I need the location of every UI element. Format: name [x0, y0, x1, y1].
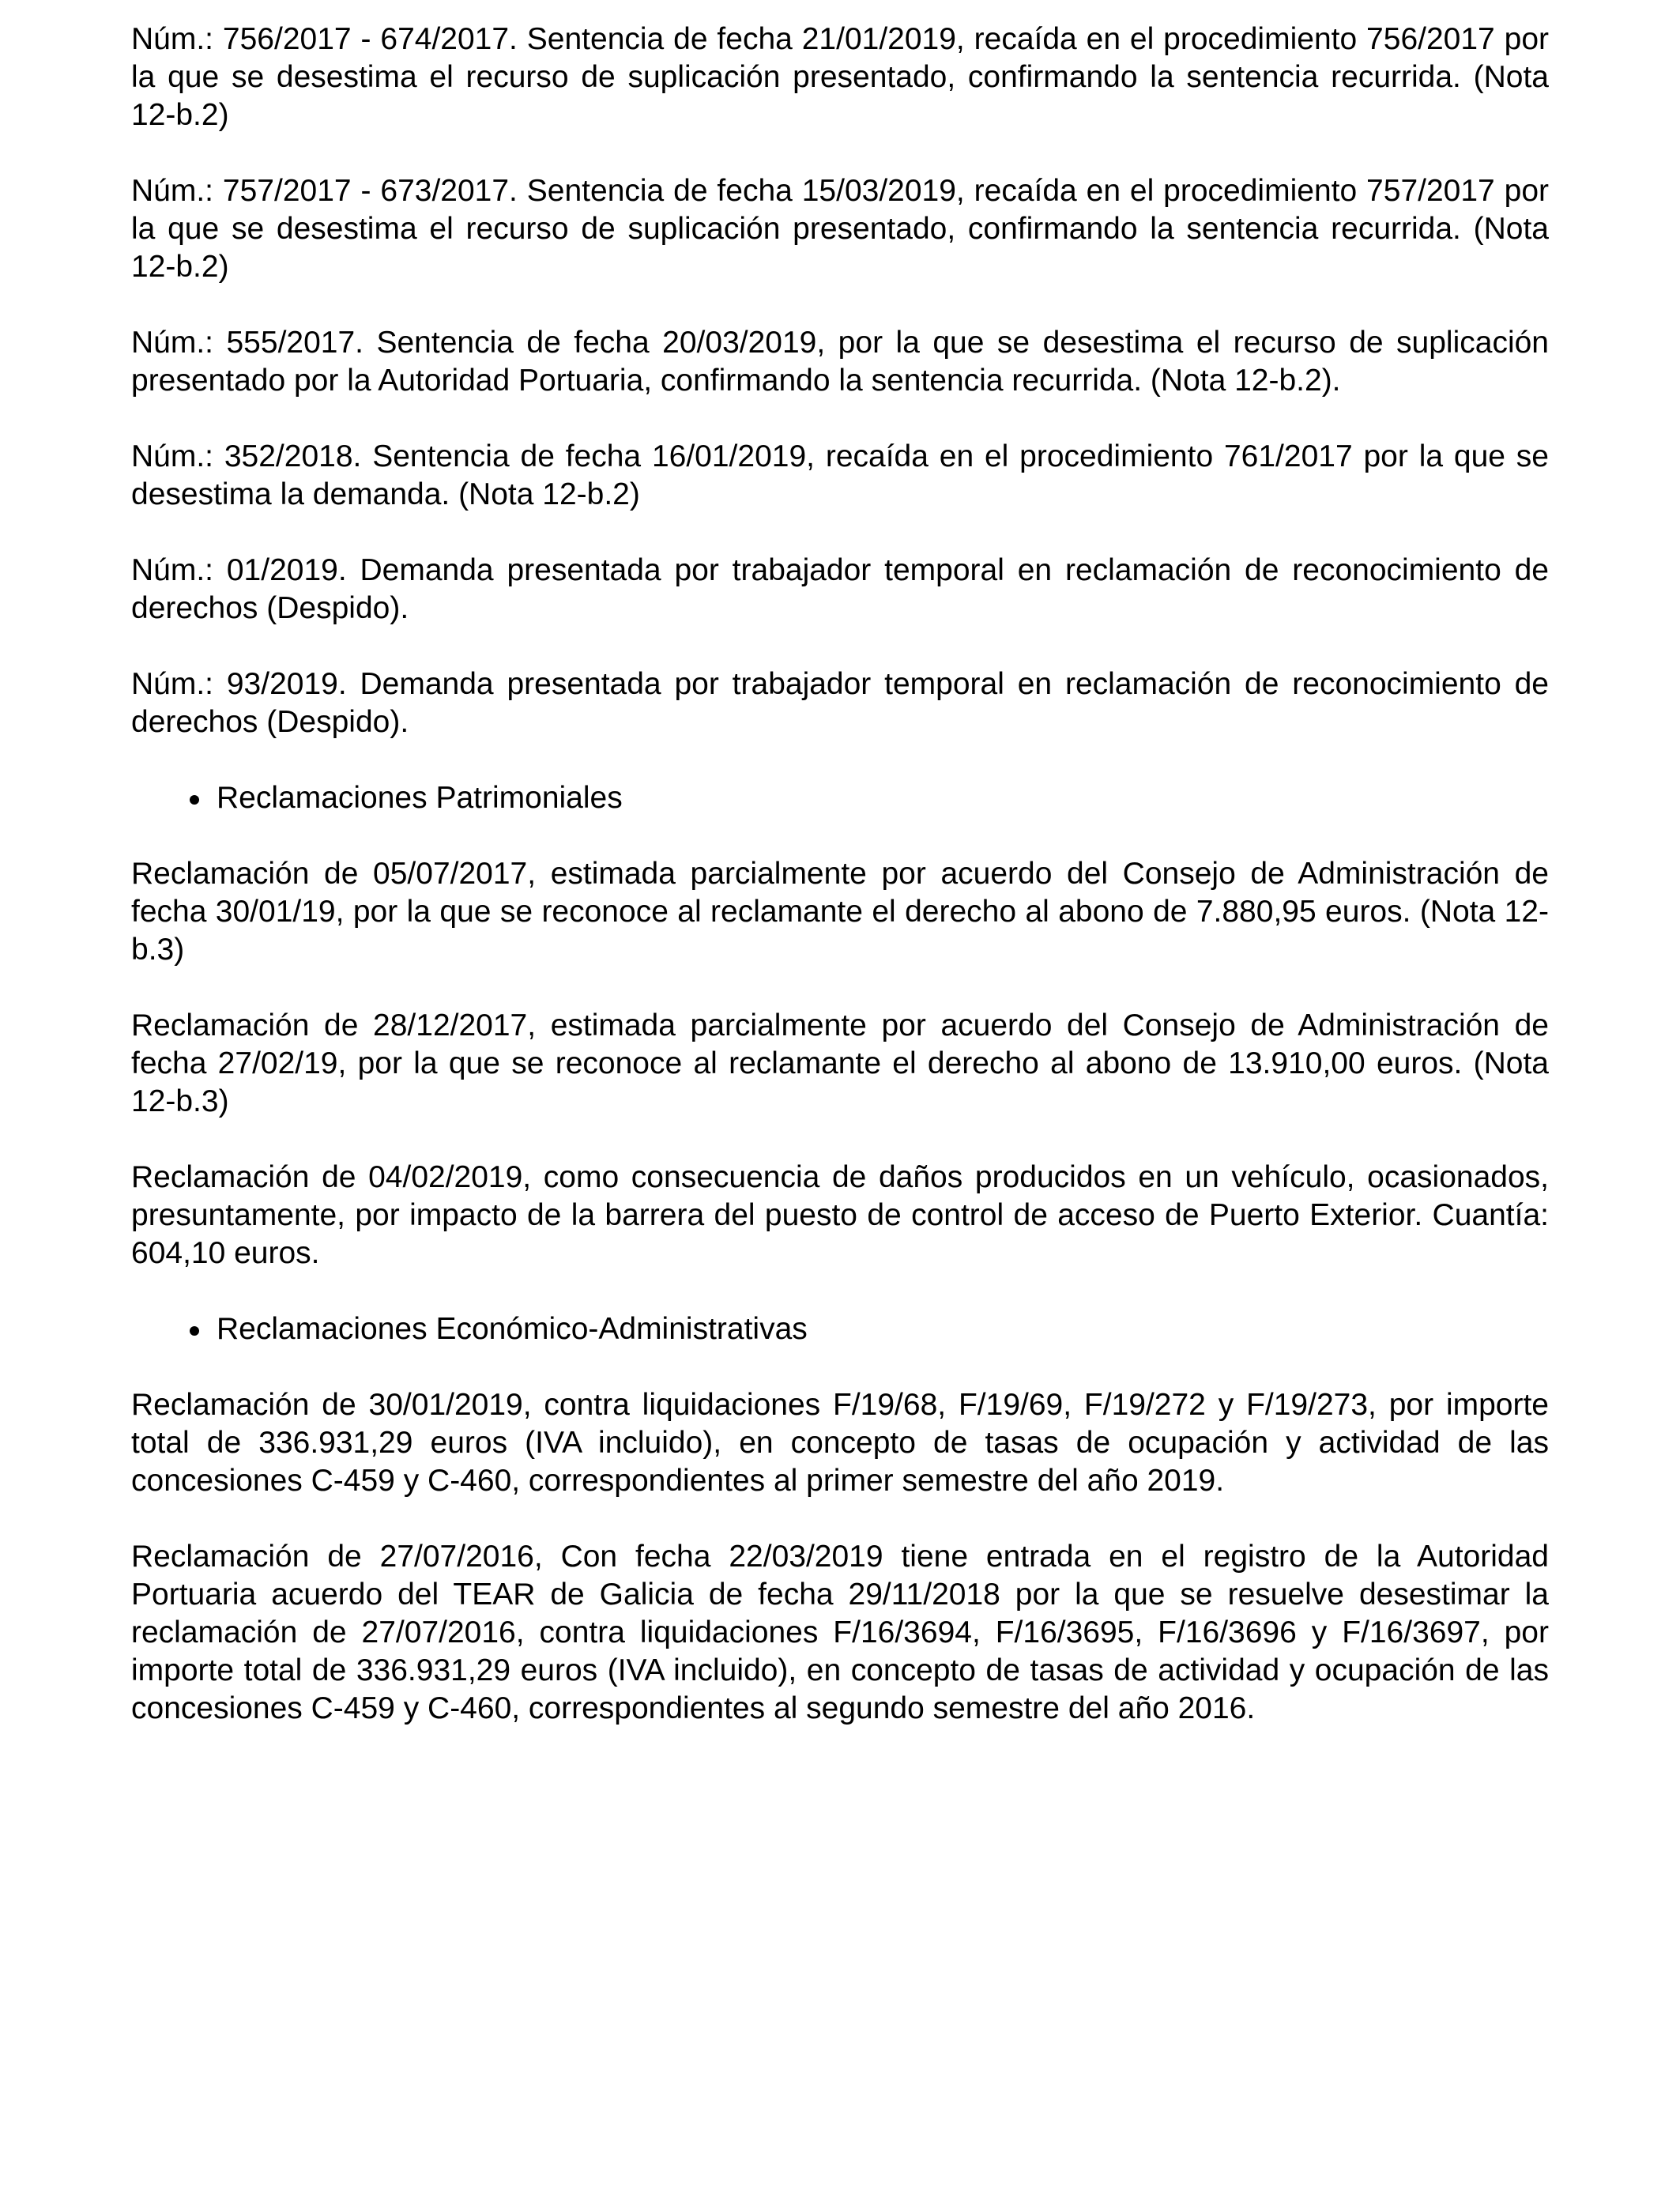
section-heading-economico: [131, 1310, 1549, 1348]
bullet-icon: [190, 1326, 199, 1336]
court-case-paragraph: Núm.: 352/2018. Sentencia de fecha 16/01/2019, recaída en el procedimiento 761/2017 por la que se desestima la demanda. (Nota 12-b.2): [131, 439, 1549, 511]
court-case-paragraph: Núm.: 756/2017 - 674/2017. Sentencia de fecha 21/01/2019, recaída en el procedimiento 756/2017 por la que se desestima el recurso de suplicación presentado, confirmando la sentencia recurrida. (Nota 12-b.2): [131, 22, 1549, 132]
section-heading-patrimoniales: [131, 779, 1549, 817]
court-case-paragraph: Núm.: 01/2019. Demanda presentada por trabajador temporal en reclamación de reconocimiento de derechos (Despido).: [131, 553, 1549, 625]
section-heading-text: Reclamaciones Patrimoniales: [217, 781, 623, 815]
court-case-paragraph: Núm.: 555/2017. Sentencia de fecha 20/03/2019, por la que se desestima el recurso de suplicación presentado por la Autoridad Portuaria, confirmando la sentencia recurrida. (Nota 12-b.2).: [131, 326, 1549, 398]
court-case-paragraph: Núm.: 93/2019. Demanda presentada por trabajador temporal en reclamación de reconocimiento de derechos (Despido).: [131, 667, 1549, 739]
claim-paragraph: Reclamación de 27/07/2016, Con fecha 22/03/2019 tiene entrada en el registro de la Autoridad Portuaria acuerdo del TEAR de Galicia de fecha 29/11/2018 por la que se resuelve desestimar la reclamación de 27/07/2016, contra liquidaciones F/16/3694, F/16/3695, F/16/3696 y F/16/3697, por importe total de 336.931,29 euros (IVA incluido), en concepto de tasas de actividad y ocupación de las concesiones C-459 y C-460, correspondientes al segundo semestre del año 2016.: [131, 1540, 1549, 1725]
claim-paragraph: Reclamación de 30/01/2019, contra liquidaciones F/19/68, F/19/69, F/19/272 y F/19/273, por importe total de 336.931,29 euros (IVA incluido), en concepto de tasas de ocupación y actividad de las concesiones C-459 y C-460, correspondientes al primer semestre del año 2019.: [131, 1388, 1549, 1498]
claim-paragraph: Reclamación de 28/12/2017, estimada parcialmente por acuerdo del Consejo de Administración de fecha 27/02/19, por la que se reconoce al reclamante el derecho al abono de 13.910,00 euros. (Nota 12-b.3): [131, 1008, 1549, 1118]
document-page: [131, 21, 1549, 1766]
bullet-icon: [190, 795, 199, 805]
section-heading-text: Reclamaciones Económico-Administrativas: [217, 1312, 808, 1346]
claim-paragraph: Reclamación de 05/07/2017, estimada parcialmente por acuerdo del Consejo de Administración de fecha 30/01/19, por la que se reconoce al reclamante el derecho al abono de 7.880,95 euros. (Nota 12-b.3): [131, 857, 1549, 967]
claim-paragraph: Reclamación de 04/02/2019, como consecuencia de daños producidos en un vehículo, ocasionados, presuntamente, por impacto de la barrera del puesto de control de acceso de Puerto Exterior. Cuantía: 604,10 euros.: [131, 1160, 1549, 1270]
court-case-paragraph: Núm.: 757/2017 - 673/2017. Sentencia de fecha 15/03/2019, recaída en el procedimiento 757/2017 por la que se desestima el recurso de suplicación presentado, confirmando la sentencia recurrida. (Nota 12-b.2): [131, 174, 1549, 284]
